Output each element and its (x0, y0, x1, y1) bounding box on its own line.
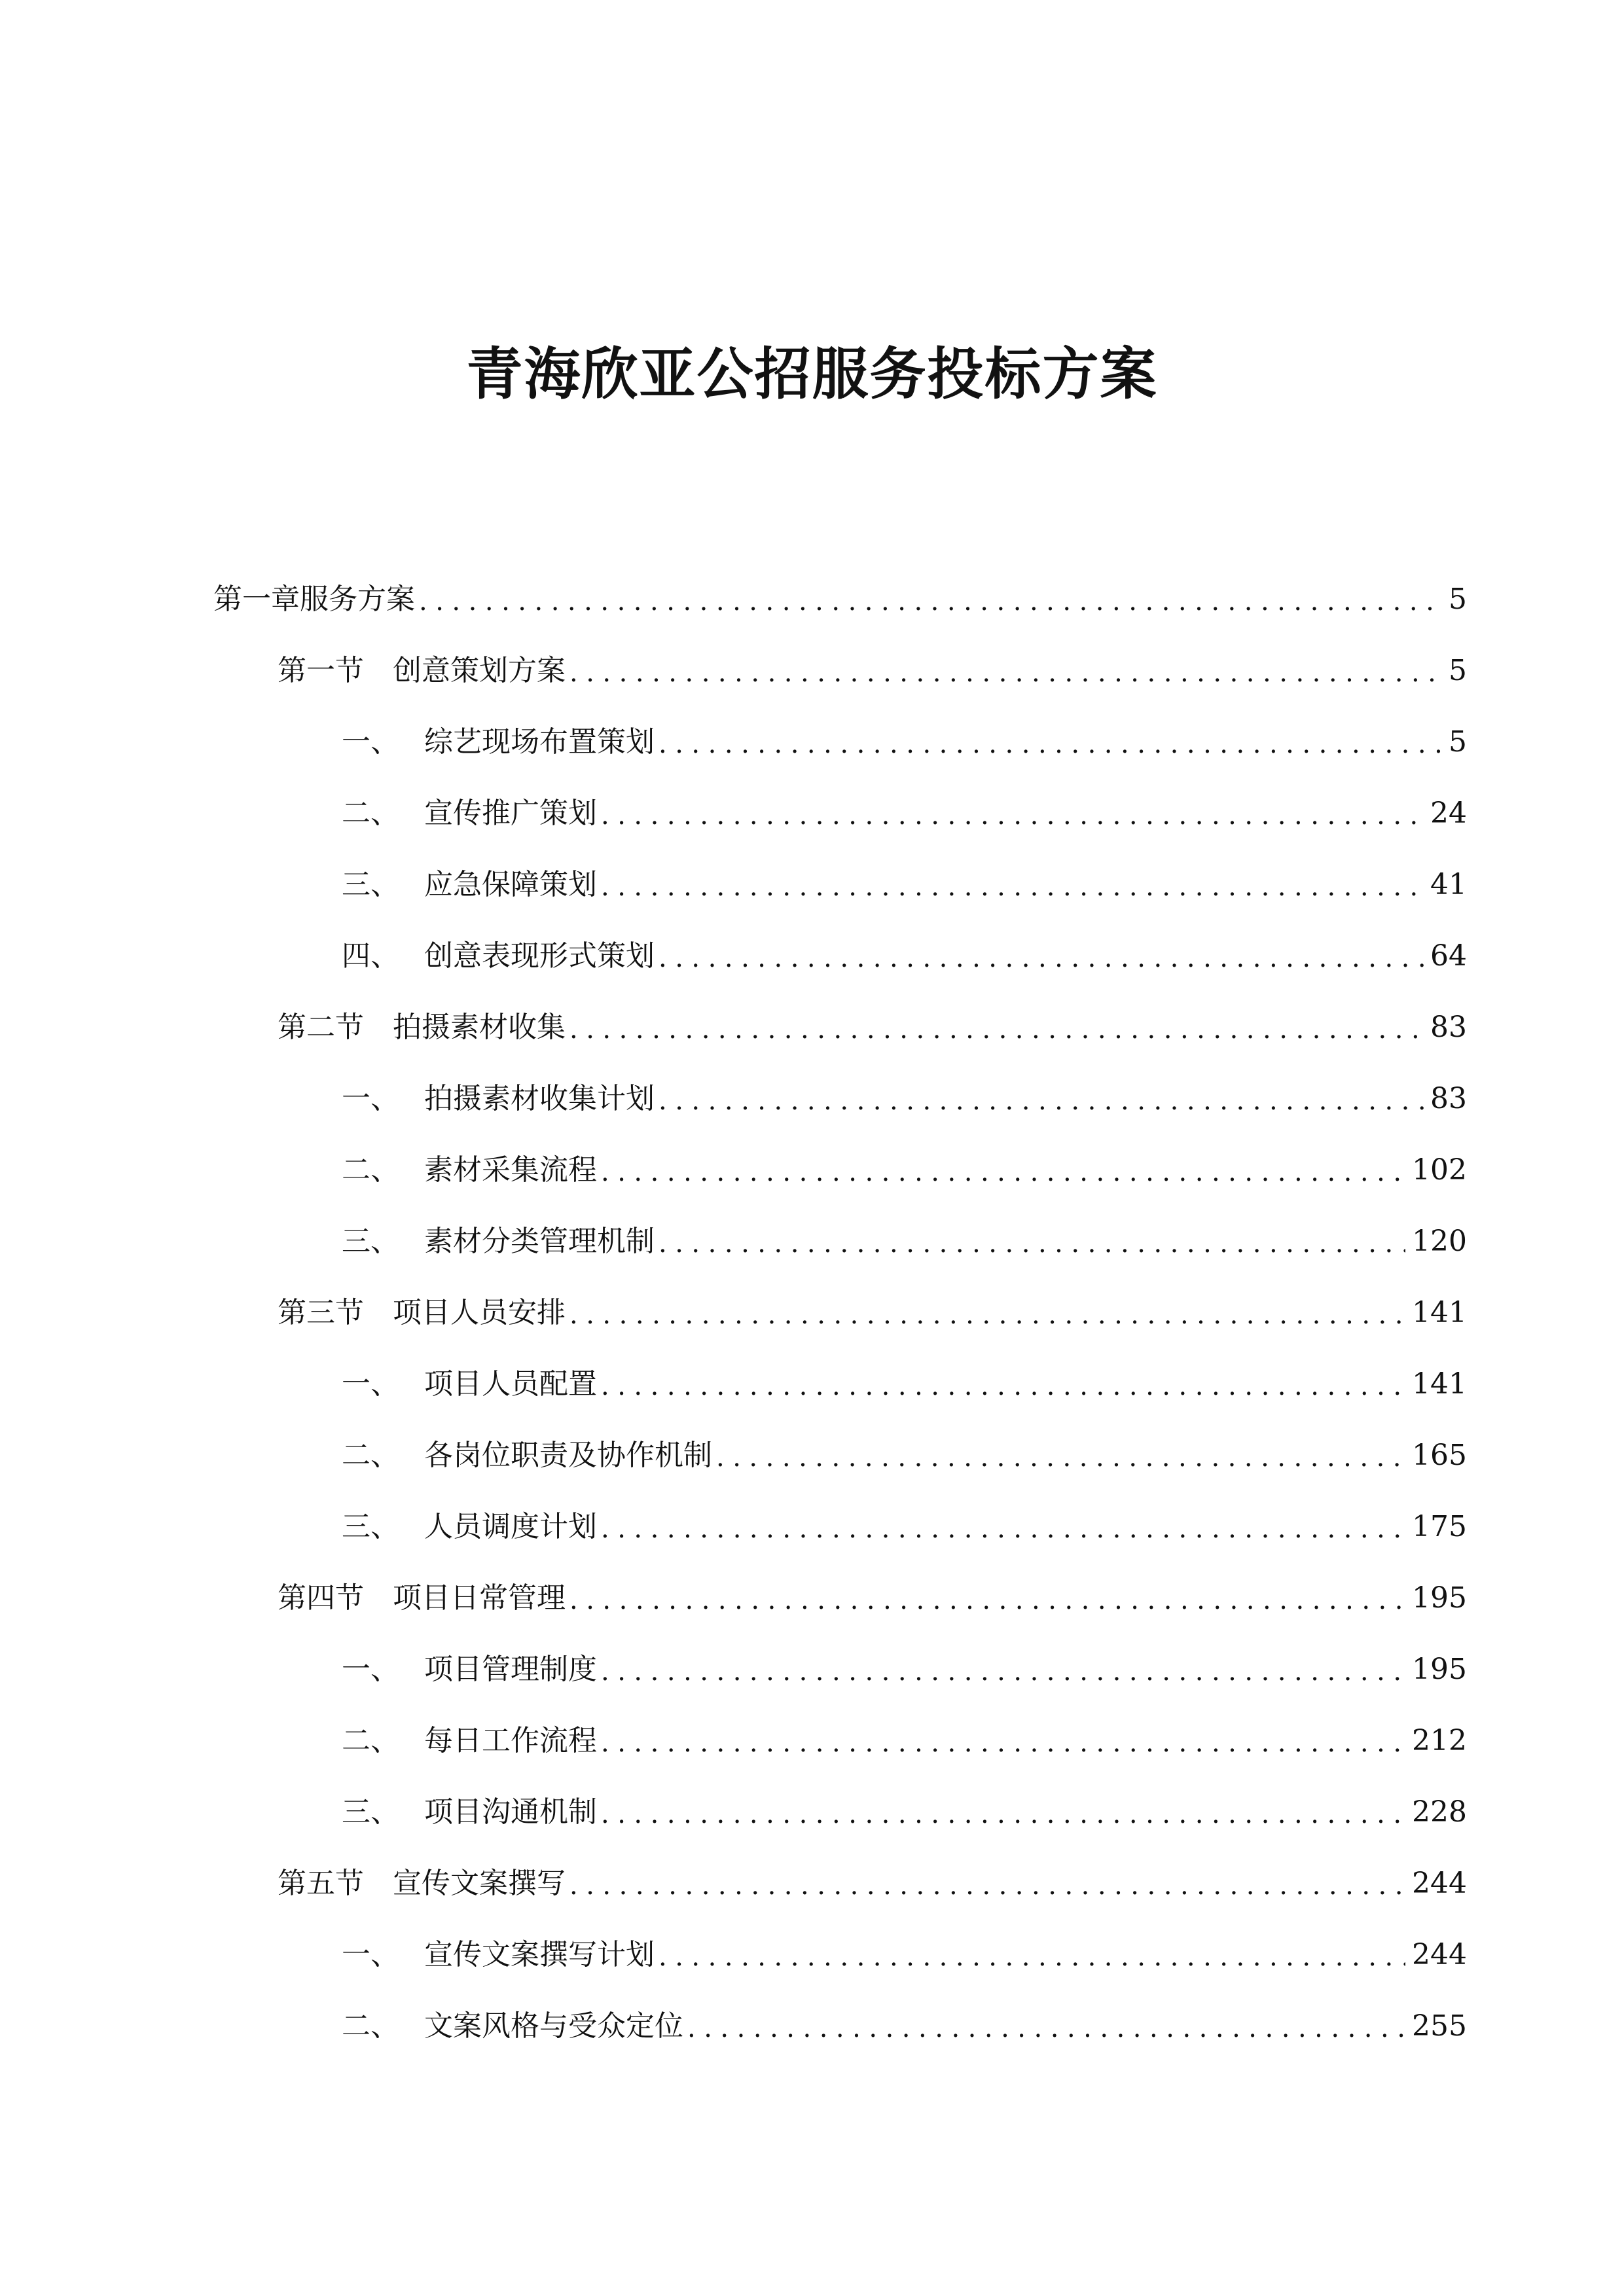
toc-entry-number: 第二节 (278, 1011, 364, 1044)
toc-page-number: 24 (1430, 797, 1467, 830)
toc-entry[interactable] (342, 787, 1467, 840)
toc-entry-title: 应急保障策划 (424, 868, 597, 901)
toc-entry-title: 人员调度计划 (424, 1510, 597, 1543)
toc-page-number: 165 (1412, 1439, 1467, 1472)
toc-entry-title: 服务方案 (300, 583, 415, 616)
toc-entry-title: 各岗位职责及协作机制 (424, 1439, 712, 1472)
toc-entry-number: 二、 (342, 1439, 399, 1472)
toc-entry-title: 素材采集流程 (424, 1153, 597, 1187)
toc-entry-title: 项目管理制度 (424, 1653, 597, 1686)
toc-entry-title: 项目沟通机制 (424, 1795, 597, 1829)
toc-entry-title: 文案风格与受众定位 (424, 2009, 683, 2043)
toc-entry-number: 第四节 (278, 1581, 364, 1615)
toc-page-number: 141 (1412, 1367, 1467, 1401)
toc-page-number: 175 (1412, 1510, 1467, 1543)
toc-entry[interactable] (342, 1429, 1467, 1482)
toc-entry-title: 创意策划方案 (393, 654, 566, 687)
toc-entry-title: 综艺现场布置策划 (424, 725, 655, 759)
document-title: 青海欣亚公招服务投标方案 (466, 341, 1158, 407)
toc-page-number: 5 (1449, 725, 1467, 759)
toc-dot-leader (601, 1717, 1405, 1767)
toc-entry[interactable] (342, 859, 1467, 911)
toc-dot-leader (659, 718, 1442, 768)
toc-entry[interactable] (278, 645, 1467, 697)
toc-entry-number: 一、 (342, 1367, 399, 1401)
toc-dot-leader (569, 1289, 1405, 1339)
toc-entry[interactable] (342, 1215, 1467, 1268)
toc-entry-number: 一、 (342, 1653, 399, 1686)
toc-dot-leader (716, 1431, 1405, 1482)
toc-dot-leader (601, 1645, 1405, 1696)
toc-entry-title: 创意表现形式策划 (424, 939, 655, 973)
toc-entry[interactable] (342, 1073, 1467, 1125)
toc-entry-number: 三、 (342, 868, 399, 901)
toc-entry[interactable] (342, 1929, 1467, 1981)
toc-page-number: 244 (1412, 1938, 1467, 1971)
toc-entry[interactable] (213, 573, 1467, 626)
toc-entry-number: 三、 (342, 1510, 399, 1543)
toc-page-number: 255 (1412, 2009, 1467, 2043)
toc-dot-leader (659, 1075, 1424, 1125)
toc-page-number: 228 (1412, 1795, 1467, 1829)
toc-entry[interactable] (342, 1715, 1467, 1767)
toc-entry[interactable] (278, 1857, 1467, 1910)
toc-dot-leader (659, 1931, 1405, 1981)
toc-dot-leader (569, 1574, 1405, 1624)
toc-page-number: 102 (1412, 1153, 1467, 1187)
toc-dot-leader (601, 789, 1424, 840)
toc-page-number: 212 (1412, 1724, 1467, 1757)
toc-entry-number: 一、 (342, 725, 399, 759)
toc-dot-leader (419, 575, 1442, 626)
toc-entry-number: 二、 (342, 797, 399, 830)
toc-entry-number: 二、 (342, 1724, 399, 1757)
toc-entry-number: 四、 (342, 939, 399, 973)
toc-entry[interactable] (342, 1643, 1467, 1696)
toc-page-number: 5 (1449, 583, 1467, 616)
toc-entry-title: 素材分类管理机制 (424, 1225, 655, 1258)
toc-entry[interactable] (342, 2000, 1467, 2053)
toc-entry[interactable] (342, 930, 1467, 982)
toc-dot-leader (659, 932, 1424, 982)
toc-dot-leader (601, 861, 1424, 911)
toc-entry-number: 三、 (342, 1795, 399, 1829)
toc-page-number: 195 (1412, 1581, 1467, 1615)
toc-entry-title: 每日工作流程 (424, 1724, 597, 1757)
toc-entry-number: 第五节 (278, 1867, 364, 1900)
toc-entry-title: 宣传文案撰写 (393, 1867, 566, 1900)
toc-page-number: 195 (1412, 1653, 1467, 1686)
toc-dot-leader (687, 2002, 1405, 2053)
toc-page-number: 83 (1430, 1082, 1467, 1115)
toc-page-number: 244 (1412, 1867, 1467, 1900)
toc-dot-leader (601, 1788, 1405, 1839)
toc-entry-number: 第三节 (278, 1296, 364, 1329)
toc-dot-leader (569, 1003, 1424, 1054)
toc-entry-title: 拍摄素材收集 (393, 1011, 566, 1044)
toc-entry-title: 宣传文案撰写计划 (424, 1938, 655, 1971)
toc-page-number: 83 (1430, 1011, 1467, 1044)
toc-entry-number: 一、 (342, 1082, 399, 1115)
toc-dot-leader (569, 1859, 1405, 1910)
toc-entry[interactable] (342, 1501, 1467, 1553)
toc-dot-leader (569, 647, 1442, 697)
toc-entry-number: 第一节 (278, 654, 364, 687)
toc-entry[interactable] (278, 1572, 1467, 1624)
toc-entry-title: 项目人员配置 (424, 1367, 597, 1401)
toc-entry[interactable] (342, 1358, 1467, 1410)
toc-page-number: 5 (1449, 654, 1467, 687)
toc-entry-number: 二、 (342, 2009, 399, 2043)
toc-entry-title: 拍摄素材收集计划 (424, 1082, 655, 1115)
toc-entry-title: 项目人员安排 (393, 1296, 566, 1329)
toc-entry[interactable] (342, 1144, 1467, 1196)
toc-entry[interactable] (278, 1001, 1467, 1054)
toc-dot-leader (601, 1360, 1405, 1410)
toc-dot-leader (601, 1503, 1405, 1553)
toc-page-number: 141 (1412, 1296, 1467, 1329)
toc-dot-leader (659, 1217, 1405, 1268)
toc-entry-title: 宣传推广策划 (424, 797, 597, 830)
toc-entry[interactable] (342, 716, 1467, 768)
toc-page-number: 41 (1430, 868, 1467, 901)
toc-page-number: 120 (1412, 1225, 1467, 1258)
toc-page-number: 64 (1430, 939, 1467, 973)
toc-entry-number: 第一章 (213, 583, 300, 616)
toc-dot-leader (601, 1146, 1405, 1196)
toc-entry[interactable] (342, 1786, 1467, 1839)
toc-entry-title: 项目日常管理 (393, 1581, 566, 1615)
toc-entry-number: 三、 (342, 1225, 399, 1258)
toc-entry-number: 二、 (342, 1153, 399, 1187)
toc-entry-number: 一、 (342, 1938, 399, 1971)
toc-entry[interactable] (278, 1287, 1467, 1339)
